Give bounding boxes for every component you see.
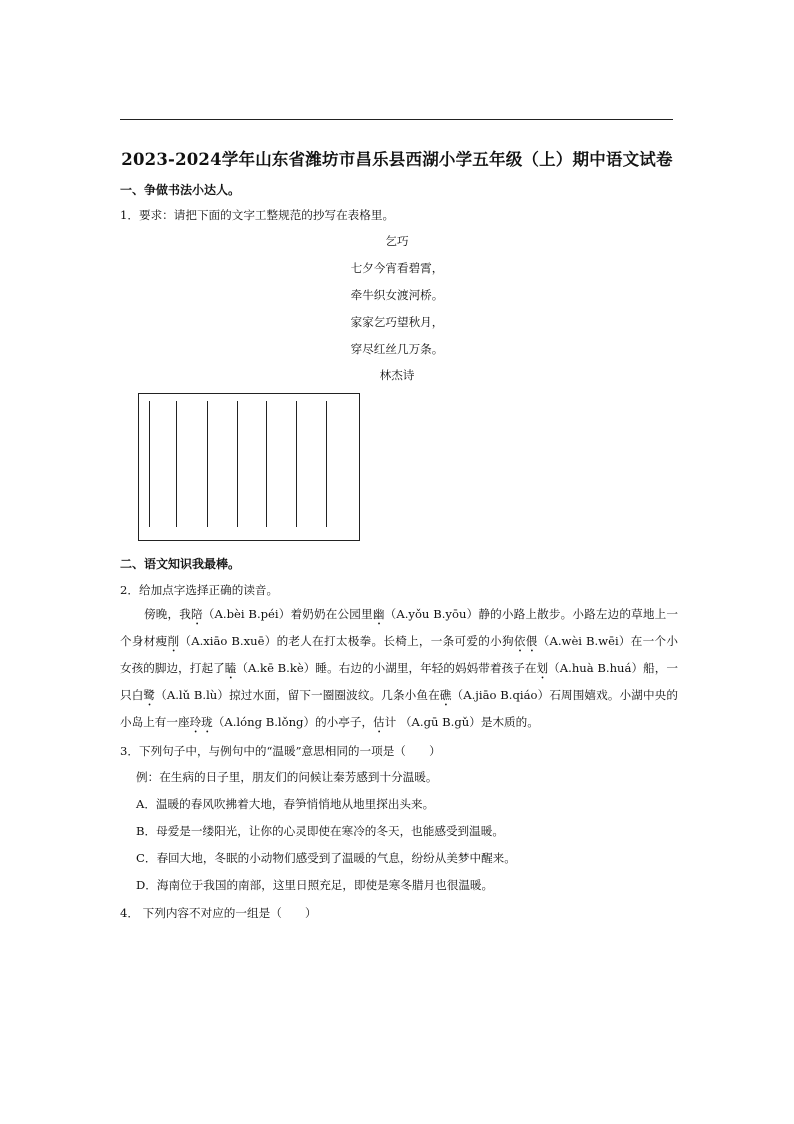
dotted-char: 陪	[191, 607, 203, 621]
poem-line-4: 穿尽红丝几万条。	[350, 342, 444, 356]
question-3: 3．下列句子中，与例句中的“温暖”意思相同的一项是（ ）	[120, 744, 441, 758]
question-1: 1．要求：请把下面的文字工整规范的抄写在表格里。	[120, 208, 395, 222]
poem-line-2: 牵牛织女渡河桥。	[350, 288, 444, 302]
header-rule	[120, 119, 673, 120]
dotted-char: 依偎	[513, 634, 538, 648]
dotted-char: 鹭	[143, 688, 156, 702]
grid-line	[296, 401, 297, 527]
question-4: 4． 下列内容不对应的一组是（ ）	[120, 906, 317, 920]
poem-line-1: 七夕今宵看碧霄，	[350, 261, 444, 275]
question-3-example: 例：在生病的日子里，朋友们的问候让秦芳感到十分温暖。	[136, 770, 438, 784]
question-2-passage: 傍晚，我陪（A.bèi B.péi）着奶奶在公园里幽（A.yǒu B.yōu）静的小路上散步。小路左边的草地上一个身材瘦削（A.xiāo B.xuē）的老人在打太极拳。长椅上，一条可爱的小狗依偎（A.wèi B.wēi）在一个小女孩的脚边，打起了瞌（A.kē B.kè）睡。右边的小湖里，年轻的妈妈带着孩子在划（A.huà B.huá）船，一只白鹭（A.lǔ B.lù）掠过水面，留下一圈圈波纹。几条小鱼在礁（A.jiāo B.qiáo）石周围嬉戏。小湖中央的小岛上有一座玲珑（A.lóng B.lǒng）的小亭子，估计 （A.gū B.gǔ）是木质的。	[120, 607, 678, 729]
section-1-heading: 一、争做书法小达人。	[120, 183, 241, 197]
grid-line	[326, 401, 327, 527]
grid-line	[207, 401, 208, 527]
section-2-heading: 二、语文知识我最棒。	[120, 557, 241, 571]
dotted-char: 幽	[372, 607, 385, 621]
grid-line	[266, 401, 267, 527]
question-3-option-b[interactable]: B．母爱是一缕阳光，让你的心灵即使在寒冷的冬天，也能感受到温暖。	[136, 824, 504, 838]
grid-line	[237, 401, 238, 527]
dotted-char: 玲珑	[189, 715, 213, 729]
poem-line-3: 家家乞巧望秋月，	[350, 315, 444, 329]
question-3-option-c[interactable]: C．春回大地，冬眠的小动物们感受到了温暖的气息，纷纷从美梦中醒来。	[136, 851, 516, 865]
poem-author: 林杰诗	[379, 368, 415, 382]
question-3-option-a[interactable]: A．温暖的春风吹拂着大地，春笋悄悄地从地里探出头来。	[136, 797, 435, 811]
dotted-char: 划	[536, 661, 549, 675]
question-3-option-d[interactable]: D．海南位于我国的南部，这里日照充足，即使是寒冬腊月也很温暖。	[136, 878, 494, 892]
question-2: 2．给加点字选择正确的读音。	[120, 583, 279, 597]
dotted-char: 瞌	[224, 661, 237, 675]
dotted-char: 估	[373, 715, 385, 729]
exam-title: 2023-2024学年山东省潍坊市昌乐县西湖小学五年级（上）期中语文试卷	[121, 150, 673, 169]
grid-line	[149, 401, 150, 527]
handwriting-grid[interactable]	[138, 393, 360, 541]
poem-title: 乞巧	[385, 234, 409, 248]
dotted-char: 削	[167, 634, 180, 648]
dotted-char: 礁	[439, 688, 452, 702]
grid-line	[176, 401, 177, 527]
